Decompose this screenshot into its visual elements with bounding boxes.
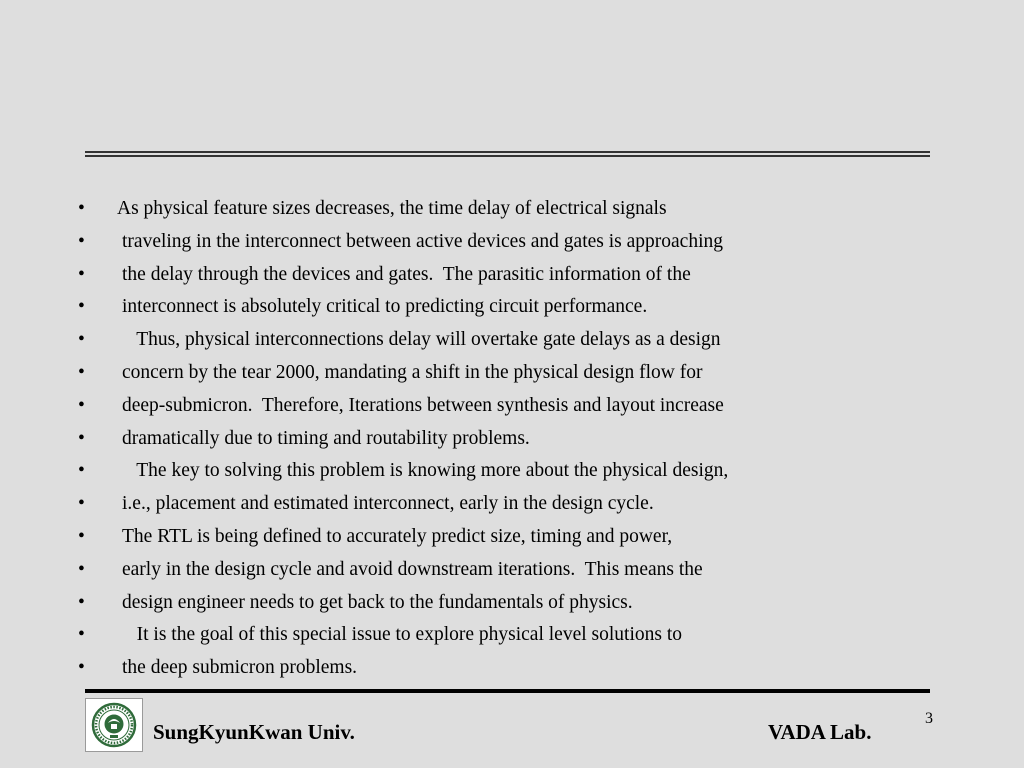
bullet-icon: • <box>78 263 85 285</box>
bullet-item <box>78 195 978 228</box>
footer-divider <box>85 689 930 693</box>
bullet-icon: • <box>78 361 85 383</box>
bullet-icon: • <box>78 198 85 219</box>
bullet-item <box>78 326 978 359</box>
bullet-icon: • <box>78 558 85 580</box>
bullet-text: the delay through the devices and gates. The parasitic information of the <box>122 263 691 285</box>
title-divider <box>85 151 930 157</box>
bullet-icon: • <box>78 525 85 547</box>
bullet-item <box>78 490 978 523</box>
bullet-item <box>78 425 978 458</box>
bullet-text: dramatically due to timing and routability problems. <box>122 427 530 449</box>
page-number: 3 <box>925 710 933 727</box>
bullet-text: early in the design cycle and avoid downstream iterations. This means the <box>122 558 703 580</box>
bullet-text: the deep submicron problems. <box>122 657 358 679</box>
bullet-item <box>78 556 978 589</box>
footer-lab: VADA Lab. <box>768 720 872 744</box>
bullet-icon: • <box>78 329 85 351</box>
bullet-icon: • <box>78 657 85 679</box>
bullet-icon: • <box>78 624 85 646</box>
bullet-text: As physical feature sizes decreases, the time delay of electrical signals <box>117 198 667 219</box>
bullet-text: It is the goal of this special issue to explore physical level solutions to <box>122 624 682 646</box>
bullet-text: The RTL is being defined to accurately predict size, timing and power, <box>122 525 673 547</box>
bullet-text: deep-submicron. Therefore, Iterations between synthesis and layout increase <box>122 394 724 416</box>
bullet-item <box>78 589 978 622</box>
bullet-text: i.e., placement and estimated interconnect, early in the design cycle. <box>122 493 654 515</box>
footer-university: SungKyunKwan Univ. <box>153 720 355 744</box>
bullet-text: design engineer needs to get back to the fundamentals of physics. <box>122 591 633 613</box>
bullet-icon: • <box>78 460 85 482</box>
university-seal-icon <box>86 699 142 751</box>
bullet-item <box>78 392 978 425</box>
bullet-icon: • <box>78 591 85 613</box>
bullet-text: interconnect is absolutely critical to predicting circuit performance. <box>122 296 648 318</box>
bullet-text: Thus, physical interconnections delay will overtake gate delays as a design <box>122 329 721 351</box>
bullet-item <box>78 621 978 654</box>
bullet-item <box>78 228 978 261</box>
bullet-icon: • <box>78 296 85 318</box>
bullet-item <box>78 523 978 556</box>
bullet-icon: • <box>78 493 85 515</box>
bullet-item <box>78 261 978 294</box>
bullet-item <box>78 457 978 490</box>
bullet-item <box>78 359 978 392</box>
bullet-item <box>78 293 978 326</box>
bullet-icon: • <box>78 230 85 252</box>
bullet-icon: • <box>78 394 85 416</box>
bullet-text: The key to solving this problem is knowing more about the physical design, <box>122 460 729 482</box>
bullet-text: traveling in the interconnect between active devices and gates is approaching <box>122 230 724 252</box>
university-logo <box>85 698 143 752</box>
bullet-item <box>78 654 978 687</box>
bullet-list <box>78 195 978 687</box>
bullet-text: concern by the tear 2000, mandating a shift in the physical design flow for <box>122 361 703 383</box>
bullet-icon: • <box>78 427 85 449</box>
